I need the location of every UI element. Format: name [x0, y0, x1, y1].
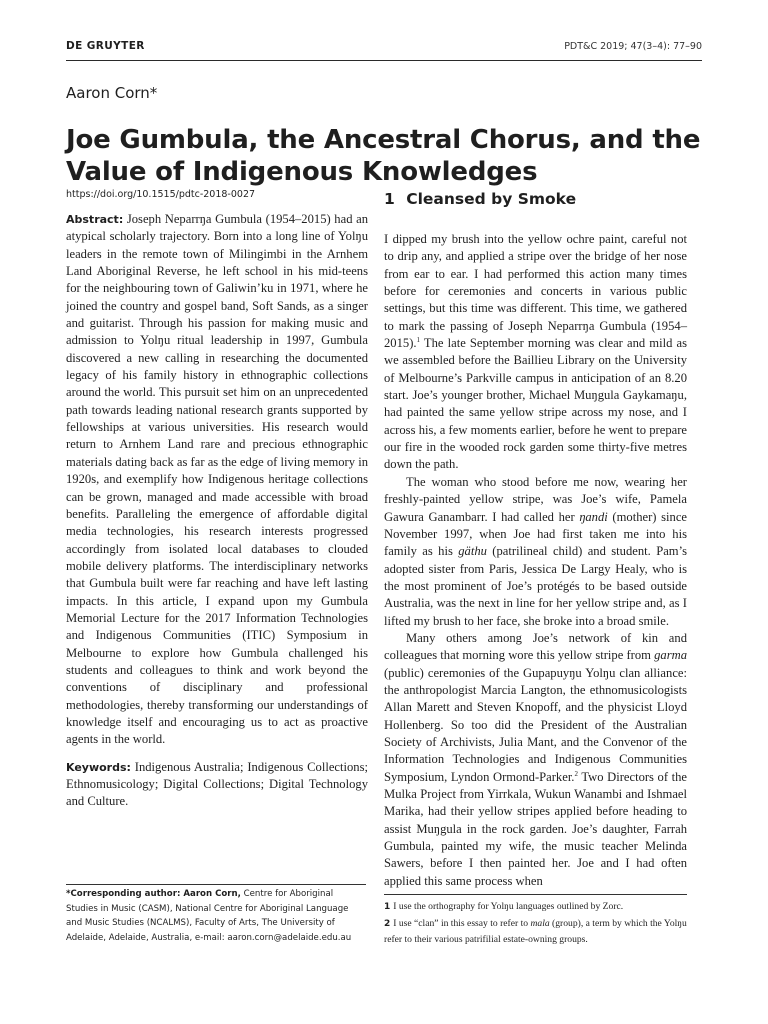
italic-term: gäthu	[458, 544, 487, 559]
right-column	[384, 189, 687, 890]
body-paragraph	[384, 630, 687, 890]
corresponding-text: Centre for Aboriginal Studies in Music (CASM), National Centre for Aboriginal Language and Music Studies (NCALMS), Faculty of Arts, The University of Adelaide, Adelaide, Australia, e-mail: aaron.corn@adelaide.edu.au	[66, 889, 352, 943]
journal-reference: PDT&C 2019; 47(3–4): 77–90	[564, 41, 702, 52]
abstract	[66, 211, 368, 749]
body-text-run: (public) ceremonies of the Gupapuyŋu Yolŋu clan alliance: the anthropologist Marcia Langton, the ethnomusicologists Allan Marett and Steven Knopoff, and the physicist Lloyd Hollenberg. So too did the President of the Australian Society of Archivists, Julia Mant, and the Convenor of the Information Technologies and Indigenous Communities Symposium, Lyndon Ormond-Parker.	[384, 665, 687, 784]
body-text-run: I dipped my brush into the yellow ochre paint, careful not to drip any, and applied a stripe over the bridge of her nose from ear to ear. I had performed this action many times before for ceremonies and concerts in various public settings, but this time was different. This time, we gathered to mark the passing of Joseph Neparrŋa Gumbula (1954–2015).	[384, 232, 687, 351]
italic-term: garma	[654, 648, 687, 663]
italic-term: mala	[530, 917, 550, 929]
keywords-label: Keywords:	[66, 760, 131, 774]
footnote-number: 1	[384, 902, 391, 912]
abstract-text: Joseph Neparrŋa Gumbula (1954–2015) had an atypical scholarly trajectory. Born into a long line of Yolŋu leaders in the remote town of Milingimbi in the Arnhem Land Aboriginal Reverse, he left school in his mid-teens for the neighbouring town of Galiwin’ku in 1971, where he joined the country and gospel band, Soft Sands, as a singer and guitarist. Through his passion for making music and admission to Yolŋu ritual leadership in 1997, Gumbula discovered a new calling in researching the documented legacy of his family history in ethnographic collections around the world. This pursuit set him on an unprecedented path towards leading national research grants supported by fellowships at various universities. His research would return to Arnhem Land rare and precious ethnographic materials dating back as far as the edge of living memory in 1920s, and exemplify how Indigenous heritage collections can be grown, managed and made accessible with broad benefits. Paralleling the emergence of affordable digital media technologies, his research interests progressed accordingly from isolated local databases to clouded mobile delivery platforms. The interdisciplinary networks that Gumbula built were far reaching and have left lasting impacts. In this article, I expand upon my Gumbula Memorial Lecture for the 2017 Information Technologies and Indigenous Communities (ITIC) Symposium in Melbourne to explore how Gumbula challenged his students and colleagues to think and work beyond the conventions of disciplinary and professional methodologies, thereby transforming our understandings of knowledge itself and encouraging us to act as proactive agents in the world.	[66, 212, 368, 747]
footnote	[384, 899, 687, 916]
footnote-text: I use the orthography for Yolŋu languages outlined by Zorc.	[393, 901, 624, 912]
body-text-run: Many others among Joe’s network of kin and colleagues that morning wore this yellow stripe from	[384, 630, 687, 663]
body-text-run: The late September morning was clear and mild as we assembled before the Baillieu Library on the University of Melbourne’s Parkville campus in anticipation of an 8.20 start. Joe’s younger brother, Michael Muŋgula Gaykamaŋu, had painted the same yellow stripe across my nose, and I across his, a few moments earlier, before he went to prepare our fire in the wooded rock garden some thirty-five metres down the path.	[384, 336, 687, 472]
author-name: Aaron Corn*	[66, 84, 158, 102]
body-text-run: Two Directors of the Mulka Project from Yirrkala, Wukun Wanambi and Ishmael Marika, had their yellow stripes applied before heading to assist Muŋgula in the rock garden. Joe’s daughter, Farrah Gumbula, painted my wife, the music teacher Melinda Sawers, before I then painted her. Joe and I had often applied this same process when	[384, 769, 687, 888]
footnote-ref-2[interactable]: 2	[574, 769, 578, 778]
running-header	[66, 40, 702, 61]
abstract-label: Abstract:	[66, 213, 124, 226]
corresponding-label: *Corresponding author: Aaron Corn,	[66, 889, 241, 899]
article-title: Joe Gumbula, the Ancestral Chorus, and the Value of Indigenous Knowledges	[66, 125, 701, 188]
corresponding-author-note	[66, 884, 366, 945]
section-heading	[384, 189, 687, 209]
publisher-logo-text: DE GRUYTER	[66, 40, 145, 52]
body-paragraph	[384, 474, 687, 630]
footnote	[384, 916, 687, 948]
section-number: 1	[384, 190, 395, 208]
footnote-text: I use “clan” in this essay to refer to	[393, 917, 531, 929]
footnote-ref-1[interactable]: 1	[416, 335, 421, 344]
keywords-text: Indigenous Australia; Indigenous Collections; Ethnomusicology; Digital Collections; Digital Technology and Culture.	[66, 759, 368, 809]
body-text-run: The woman who stood before me now, wearing her freshly-painted yellow stripe, was Joe’s wife, Pamela Gawura Ganambarr. I had called her	[384, 474, 687, 524]
footnote-text: (group), a term by which the Yolŋu refer to their various patrifilial estate-owning groups.	[384, 917, 687, 945]
body-text-run: (patrilineal child) and student. Pam’s adopted sister from Paris, Jessica De Largy Healy, who is the most prominent of Joe’s protégés to be based outside Australia, was the next in line for her yellow stripe and, as I lifted my brush to her face, she broke into a broad smile.	[384, 544, 687, 628]
body-text	[384, 231, 687, 890]
doi-link[interactable]: https://doi.org/10.1515/pdtc-2018-0027	[66, 189, 256, 200]
body-text-run: (mother) since November 1997, when Joe had first taken me into his family as his	[384, 509, 687, 559]
italic-term: ŋandi	[579, 509, 608, 524]
keywords	[66, 759, 368, 811]
footnote-number: 2	[384, 918, 391, 929]
section-title: Cleansed by Smoke	[406, 190, 577, 208]
footnotes	[384, 894, 687, 948]
body-paragraph	[384, 231, 687, 474]
left-column	[66, 189, 368, 811]
